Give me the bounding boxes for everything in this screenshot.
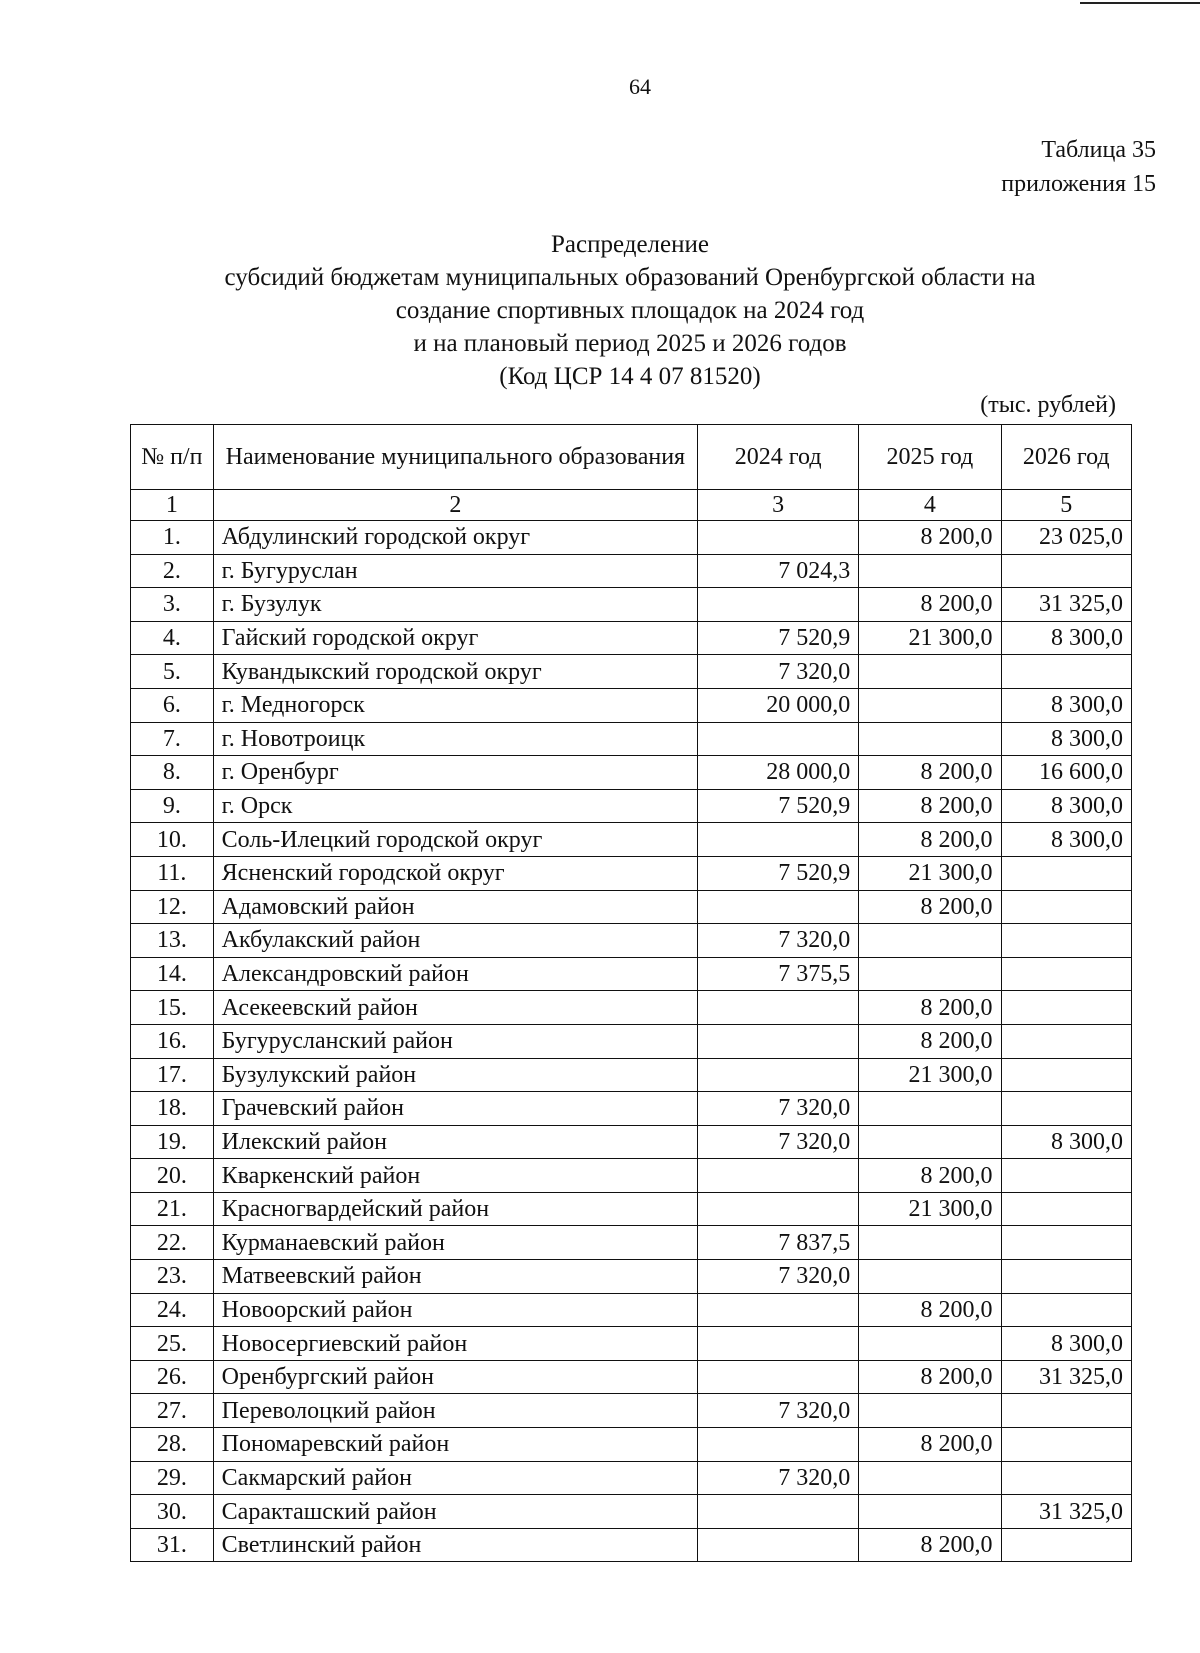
- table-row: [131, 1461, 1132, 1495]
- value-2026: 8 300,0: [1001, 621, 1131, 655]
- table-row: [131, 1092, 1132, 1126]
- table-body: [131, 490, 1132, 1562]
- value-2025: 8 200,0: [859, 890, 1001, 924]
- row-number: 6.: [131, 688, 214, 722]
- municipality-name: г. Бузулук: [213, 588, 697, 622]
- value-2026: [1001, 890, 1131, 924]
- row-number: 2.: [131, 554, 214, 588]
- row-number: 15.: [131, 991, 214, 1025]
- row-number: 8.: [131, 756, 214, 790]
- municipality-name: Переволоцкий район: [213, 1394, 697, 1428]
- value-2024: [698, 823, 859, 857]
- row-number: 7.: [131, 722, 214, 756]
- row-number: 30.: [131, 1495, 214, 1529]
- value-2026: [1001, 1092, 1131, 1126]
- value-2026: [1001, 924, 1131, 958]
- row-number: 5.: [131, 655, 214, 689]
- distribution-table: [130, 424, 1132, 1562]
- row-number: 19.: [131, 1125, 214, 1159]
- value-2025: 8 200,0: [859, 521, 1001, 555]
- value-2024: [698, 1024, 859, 1058]
- value-2026: [1001, 991, 1131, 1025]
- table-row: [131, 890, 1132, 924]
- value-2026: [1001, 1192, 1131, 1226]
- column-number: 5: [1001, 490, 1131, 521]
- value-2025: 8 200,0: [859, 1360, 1001, 1394]
- page-corner-rule: [1080, 2, 1200, 4]
- table-row: [131, 521, 1132, 555]
- row-number: 27.: [131, 1394, 214, 1428]
- column-number: 2: [213, 490, 697, 521]
- column-number: 4: [859, 490, 1001, 521]
- value-2024: [698, 1327, 859, 1361]
- value-2024: [698, 722, 859, 756]
- value-2025: 8 200,0: [859, 1159, 1001, 1193]
- table-row: [131, 1192, 1132, 1226]
- value-2024: 7 320,0: [698, 655, 859, 689]
- table-row: [131, 991, 1132, 1025]
- table-row: [131, 655, 1132, 689]
- table-row: [131, 688, 1132, 722]
- value-2026: 31 325,0: [1001, 1360, 1131, 1394]
- value-2026: [1001, 554, 1131, 588]
- table-row: [131, 588, 1132, 622]
- attachment-table-label: Таблица 35: [1041, 137, 1156, 163]
- value-2024: [698, 1428, 859, 1462]
- value-2024: 20 000,0: [698, 688, 859, 722]
- value-2024: [698, 1528, 859, 1562]
- value-2026: [1001, 856, 1131, 890]
- header-name: Наименование муниципального образования: [213, 425, 697, 490]
- value-2026: [1001, 1528, 1131, 1562]
- value-2024: 7 024,3: [698, 554, 859, 588]
- table-header-row: [131, 425, 1132, 490]
- table-row: [131, 1495, 1132, 1529]
- row-number: 17.: [131, 1058, 214, 1092]
- row-number: 9.: [131, 789, 214, 823]
- value-2024: 7 520,9: [698, 789, 859, 823]
- row-number: 25.: [131, 1327, 214, 1361]
- value-2024: 7 320,0: [698, 924, 859, 958]
- municipality-name: Курманаевский район: [213, 1226, 697, 1260]
- value-2026: [1001, 655, 1131, 689]
- value-2024: 7 520,9: [698, 856, 859, 890]
- header-2025: 2025 год: [859, 425, 1001, 490]
- table-row: [131, 1428, 1132, 1462]
- value-2024: 7 320,0: [698, 1092, 859, 1126]
- value-2024: [698, 1058, 859, 1092]
- value-2025: [859, 957, 1001, 991]
- value-2025: 21 300,0: [859, 621, 1001, 655]
- value-2025: 21 300,0: [859, 1058, 1001, 1092]
- value-2026: [1001, 1461, 1131, 1495]
- header-num: № п/п: [131, 425, 214, 490]
- value-2026: 8 300,0: [1001, 722, 1131, 756]
- column-number: 3: [698, 490, 859, 521]
- municipality-name: Матвеевский район: [213, 1260, 697, 1294]
- title-line-5: (Код ЦСР 14 4 07 81520): [499, 363, 761, 390]
- title-line-3: создание спортивных площадок на 2024 год: [395, 297, 865, 324]
- value-2026: [1001, 957, 1131, 991]
- row-number: 13.: [131, 924, 214, 958]
- value-2025: [859, 722, 1001, 756]
- header-2026: 2026 год: [1001, 425, 1131, 490]
- row-number: 3.: [131, 588, 214, 622]
- table-row: [131, 554, 1132, 588]
- row-number: 16.: [131, 1024, 214, 1058]
- value-2024: [698, 1192, 859, 1226]
- units-label: (тыс. рублей): [980, 392, 1116, 418]
- municipality-name: Бузулукский район: [213, 1058, 697, 1092]
- value-2026: 8 300,0: [1001, 688, 1131, 722]
- table-row: [131, 789, 1132, 823]
- row-number: 11.: [131, 856, 214, 890]
- municipality-name: г. Бугуруслан: [213, 554, 697, 588]
- municipality-name: Кваркенский район: [213, 1159, 697, 1193]
- document-title: [180, 228, 1080, 393]
- row-number: 22.: [131, 1226, 214, 1260]
- value-2024: 7 520,9: [698, 621, 859, 655]
- row-number: 18.: [131, 1092, 214, 1126]
- municipality-name: Адамовский район: [213, 890, 697, 924]
- row-number: 1.: [131, 521, 214, 555]
- value-2024: 7 320,0: [698, 1125, 859, 1159]
- value-2025: 21 300,0: [859, 856, 1001, 890]
- table-row: [131, 1528, 1132, 1562]
- municipality-name: Саракташский район: [213, 1495, 697, 1529]
- table-row: [131, 1394, 1132, 1428]
- municipality-name: Светлинский район: [213, 1528, 697, 1562]
- value-2025: [859, 688, 1001, 722]
- value-2024: 7 375,5: [698, 957, 859, 991]
- value-2026: 16 600,0: [1001, 756, 1131, 790]
- title-line-4: и на плановый период 2025 и 2026 годов: [413, 330, 847, 357]
- municipality-name: Асекеевский район: [213, 991, 697, 1025]
- row-number: 21.: [131, 1192, 214, 1226]
- value-2024: [698, 890, 859, 924]
- value-2026: [1001, 1293, 1131, 1327]
- municipality-name: Новосергиевский район: [213, 1327, 697, 1361]
- value-2025: 8 200,0: [859, 1293, 1001, 1327]
- table-row: [131, 756, 1132, 790]
- column-number-row: [131, 490, 1132, 521]
- row-number: 28.: [131, 1428, 214, 1462]
- value-2025: [859, 1260, 1001, 1294]
- table-row: [131, 1226, 1132, 1260]
- table-row: [131, 1293, 1132, 1327]
- column-number: 1: [131, 490, 214, 521]
- value-2024: 7 320,0: [698, 1394, 859, 1428]
- value-2026: 8 300,0: [1001, 1327, 1131, 1361]
- value-2025: 8 200,0: [859, 1024, 1001, 1058]
- value-2025: 21 300,0: [859, 1192, 1001, 1226]
- value-2024: 7 320,0: [698, 1461, 859, 1495]
- value-2026: [1001, 1058, 1131, 1092]
- value-2024: [698, 1159, 859, 1193]
- row-number: 31.: [131, 1528, 214, 1562]
- table-row: [131, 1327, 1132, 1361]
- value-2024: [698, 1495, 859, 1529]
- table-row: [131, 856, 1132, 890]
- municipality-name: Абдулинский городской округ: [213, 521, 697, 555]
- row-number: 4.: [131, 621, 214, 655]
- table-row: [131, 957, 1132, 991]
- value-2025: 8 200,0: [859, 1528, 1001, 1562]
- row-number: 20.: [131, 1159, 214, 1193]
- value-2026: 31 325,0: [1001, 588, 1131, 622]
- value-2025: [859, 1125, 1001, 1159]
- value-2026: [1001, 1024, 1131, 1058]
- value-2026: 23 025,0: [1001, 521, 1131, 555]
- value-2025: [859, 1327, 1001, 1361]
- page-number: 64: [629, 74, 651, 99]
- row-number: 14.: [131, 957, 214, 991]
- value-2025: [859, 1226, 1001, 1260]
- table-row: [131, 621, 1132, 655]
- value-2024: 28 000,0: [698, 756, 859, 790]
- title-line-2: субсидий бюджетам муниципальных образований Оренбургской области на: [224, 264, 1036, 291]
- municipality-name: г. Новотроицк: [213, 722, 697, 756]
- value-2024: [698, 588, 859, 622]
- row-number: 29.: [131, 1461, 214, 1495]
- table-row: [131, 823, 1132, 857]
- row-number: 24.: [131, 1293, 214, 1327]
- title-line-1: Распределение: [551, 231, 709, 258]
- value-2025: 8 200,0: [859, 823, 1001, 857]
- municipality-name: Гайский городской округ: [213, 621, 697, 655]
- table-row: [131, 1260, 1132, 1294]
- header-2024: 2024 год: [698, 425, 859, 490]
- municipality-name: Акбулакский район: [213, 924, 697, 958]
- value-2026: [1001, 1226, 1131, 1260]
- value-2024: 7 837,5: [698, 1226, 859, 1260]
- value-2025: [859, 1461, 1001, 1495]
- table-row: [131, 924, 1132, 958]
- value-2026: 8 300,0: [1001, 789, 1131, 823]
- value-2025: 8 200,0: [859, 789, 1001, 823]
- table-row: [131, 1360, 1132, 1394]
- municipality-name: Ясненский городской округ: [213, 856, 697, 890]
- value-2026: 8 300,0: [1001, 1125, 1131, 1159]
- row-number: 10.: [131, 823, 214, 857]
- municipality-name: г. Орск: [213, 789, 697, 823]
- table-row: [131, 1125, 1132, 1159]
- municipality-name: Сакмарский район: [213, 1461, 697, 1495]
- value-2025: [859, 1394, 1001, 1428]
- value-2026: [1001, 1394, 1131, 1428]
- value-2024: 7 320,0: [698, 1260, 859, 1294]
- value-2026: [1001, 1159, 1131, 1193]
- value-2026: [1001, 1260, 1131, 1294]
- value-2025: [859, 1495, 1001, 1529]
- value-2025: [859, 924, 1001, 958]
- row-number: 26.: [131, 1360, 214, 1394]
- municipality-name: Грачевский район: [213, 1092, 697, 1126]
- value-2024: [698, 1293, 859, 1327]
- municipality-name: г. Оренбург: [213, 756, 697, 790]
- row-number: 23.: [131, 1260, 214, 1294]
- value-2025: 8 200,0: [859, 756, 1001, 790]
- table-row: [131, 1159, 1132, 1193]
- value-2026: 8 300,0: [1001, 823, 1131, 857]
- value-2025: 8 200,0: [859, 588, 1001, 622]
- value-2025: 8 200,0: [859, 1428, 1001, 1462]
- value-2024: [698, 991, 859, 1025]
- value-2025: [859, 1092, 1001, 1126]
- value-2025: [859, 554, 1001, 588]
- value-2025: [859, 655, 1001, 689]
- value-2026: 31 325,0: [1001, 1495, 1131, 1529]
- municipality-name: Александровский район: [213, 957, 697, 991]
- value-2024: [698, 521, 859, 555]
- municipality-name: г. Медногорск: [213, 688, 697, 722]
- value-2026: [1001, 1428, 1131, 1462]
- municipality-name: Оренбургский район: [213, 1360, 697, 1394]
- municipality-name: Красногвардейский район: [213, 1192, 697, 1226]
- attachment-reference: [1001, 133, 1156, 201]
- municipality-name: Кувандыкский городской округ: [213, 655, 697, 689]
- municipality-name: Бугурусланский район: [213, 1024, 697, 1058]
- table-row: [131, 1024, 1132, 1058]
- value-2025: 8 200,0: [859, 991, 1001, 1025]
- attachment-appendix-label: приложения 15: [1001, 171, 1156, 197]
- municipality-name: Соль-Илецкий городской округ: [213, 823, 697, 857]
- municipality-name: Новоорский район: [213, 1293, 697, 1327]
- municipality-name: Илекский район: [213, 1125, 697, 1159]
- table-row: [131, 722, 1132, 756]
- table-row: [131, 1058, 1132, 1092]
- row-number: 12.: [131, 890, 214, 924]
- municipality-name: Пономаревский район: [213, 1428, 697, 1462]
- value-2024: [698, 1360, 859, 1394]
